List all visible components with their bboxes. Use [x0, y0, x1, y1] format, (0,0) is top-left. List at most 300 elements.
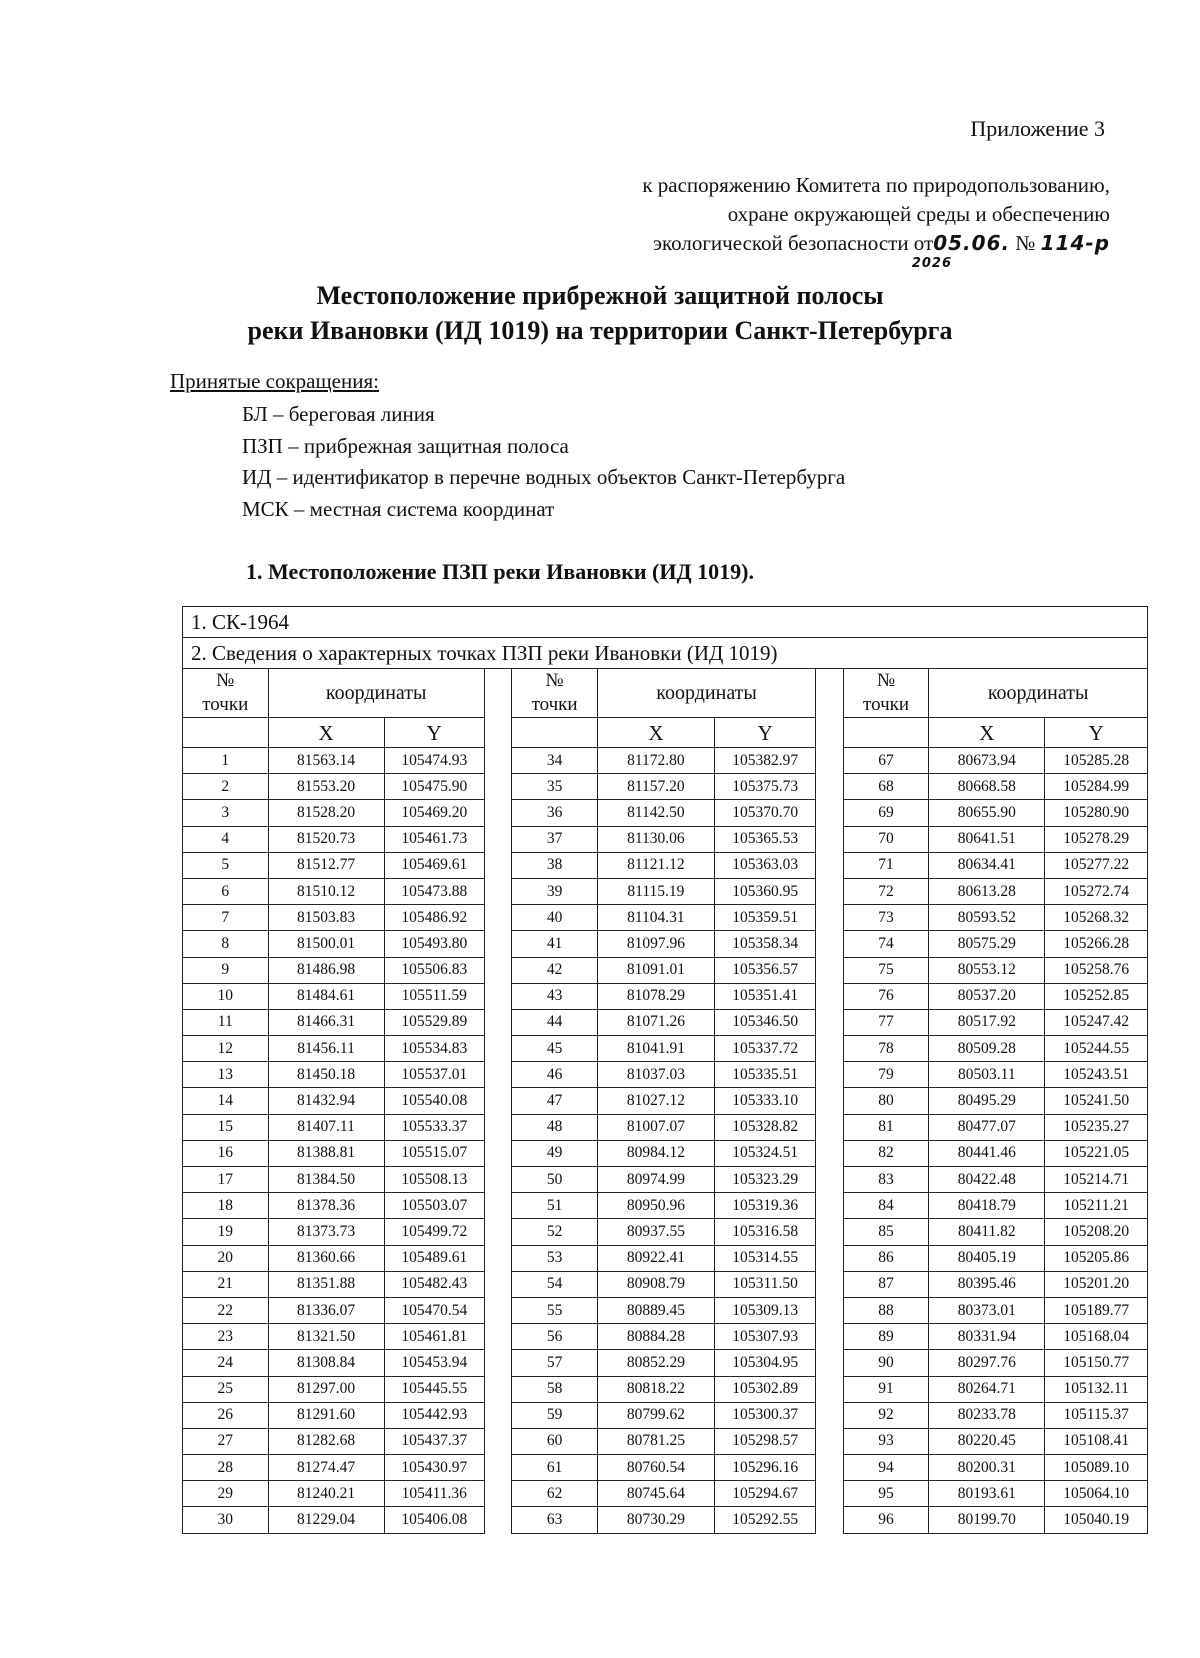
table-row: [183, 1271, 1148, 1297]
x-coordinate-cell: 80852.29: [597, 1350, 714, 1376]
y-coordinate-cell: 105473.88: [384, 878, 484, 904]
y-coordinate-cell: 105515.07: [384, 1140, 484, 1166]
y-coordinate-cell: 105089.10: [1045, 1455, 1148, 1481]
column-gap: [816, 1219, 843, 1245]
y-coordinate-cell: 105411.36: [384, 1481, 484, 1507]
x-coordinate-cell: 81432.94: [268, 1088, 384, 1114]
y-coordinate-cell: 105064.10: [1045, 1481, 1148, 1507]
column-gap: [816, 1324, 843, 1350]
point-number-cell: 26: [183, 1402, 269, 1428]
coordinates-header: координаты: [597, 669, 816, 718]
point-number-cell: 79: [843, 1062, 929, 1088]
column-gap: [484, 1140, 511, 1166]
point-number-header-label: точки: [202, 694, 249, 715]
y-coordinate-cell: 105252.85: [1045, 983, 1148, 1009]
point-number-cell: 3: [183, 800, 269, 826]
point-number-cell: 34: [512, 748, 598, 774]
point-number-cell: 85: [843, 1219, 929, 1245]
column-gap: [816, 1455, 843, 1481]
column-gap: [484, 983, 511, 1009]
y-coordinate-cell: 105503.07: [384, 1193, 484, 1219]
point-number-cell: 92: [843, 1402, 929, 1428]
x-coordinate-cell: 81520.73: [268, 826, 384, 852]
column-gap: [484, 1455, 511, 1481]
x-coordinate-cell: 80668.58: [929, 774, 1045, 800]
y-coordinate-cell: 105508.13: [384, 1167, 484, 1193]
table-row: [183, 1062, 1148, 1088]
x-coordinate-cell: 81091.01: [597, 957, 714, 983]
x-coordinate-cell: 81500.01: [268, 931, 384, 957]
x-coordinate-cell: 81466.31: [268, 1009, 384, 1035]
table-row: [183, 800, 1148, 826]
column-gap: [484, 1324, 511, 1350]
abbreviation-item: БЛ – береговая линия: [242, 402, 435, 426]
point-number-cell: 84: [843, 1193, 929, 1219]
y-coordinate-cell: 105356.57: [715, 957, 816, 983]
x-coordinate-cell: 81373.73: [268, 1219, 384, 1245]
point-number-cell: 78: [843, 1036, 929, 1062]
point-number-cell: 57: [512, 1350, 598, 1376]
table-row: [183, 1507, 1148, 1533]
point-number-cell: 45: [512, 1036, 598, 1062]
point-number-header-sign: №: [545, 670, 564, 691]
table-row: [183, 957, 1148, 983]
point-number-cell: 8: [183, 931, 269, 957]
x-coordinate-cell: 81130.06: [597, 826, 714, 852]
table-row: [183, 1481, 1148, 1507]
y-coordinate-cell: 105506.83: [384, 957, 484, 983]
points-info-row: 2. Сведения о характерных точках ПЗП реки Ивановки (ИД 1019): [183, 638, 1148, 669]
document-title-line-2: реки Ивановки (ИД 1019) на территории Санкт-Петербурга: [247, 316, 953, 345]
x-coordinate-cell: 80655.90: [929, 800, 1045, 826]
x-coordinate-cell: 80974.99: [597, 1167, 714, 1193]
column-gap: [816, 1245, 843, 1271]
point-number-cell: 51: [512, 1193, 598, 1219]
y-coordinate-cell: 105316.58: [715, 1219, 816, 1245]
point-number-cell: 72: [843, 878, 929, 904]
point-number-cell: 16: [183, 1140, 269, 1166]
y-coordinate-cell: 105247.42: [1045, 1009, 1148, 1035]
column-gap: [816, 1140, 843, 1166]
table-row: [183, 1036, 1148, 1062]
table-row: [183, 1376, 1148, 1402]
column-gap: [484, 1088, 511, 1114]
column-gap: [816, 669, 843, 718]
column-gap: [484, 1481, 511, 1507]
point-number-header-sign: №: [216, 670, 235, 691]
abbreviation-item: ПЗП – прибрежная защитная полоса: [242, 433, 569, 458]
column-gap: [816, 1193, 843, 1219]
y-coordinate-cell: 105201.20: [1045, 1271, 1148, 1297]
x-coordinate-cell: 80495.29: [929, 1088, 1045, 1114]
x-coordinate-cell: 81503.83: [268, 905, 384, 931]
point-number-cell: 59: [512, 1402, 598, 1428]
y-coordinate-cell: 105475.90: [384, 774, 484, 800]
point-number-cell: 83: [843, 1167, 929, 1193]
empty-header-cell: [843, 718, 929, 748]
y-coordinate-cell: 105461.81: [384, 1324, 484, 1350]
y-coordinate-cell: 105375.73: [715, 774, 816, 800]
y-coordinate-cell: 105337.72: [715, 1036, 816, 1062]
x-coordinate-cell: 81071.26: [597, 1009, 714, 1035]
x-coordinate-cell: 80553.12: [929, 957, 1045, 983]
point-number-cell: 42: [512, 957, 598, 983]
point-number-cell: 76: [843, 983, 929, 1009]
point-number-header-label: точки: [863, 694, 910, 715]
table-row: [183, 1167, 1148, 1193]
handwritten-year: 2026: [911, 256, 952, 271]
y-coordinate-cell: 105534.83: [384, 1036, 484, 1062]
table-row: [183, 1350, 1148, 1376]
point-number-cell: 6: [183, 878, 269, 904]
x-coordinate-cell: 81282.68: [268, 1428, 384, 1454]
x-coordinate-cell: 80593.52: [929, 905, 1045, 931]
y-coordinate-cell: 105115.37: [1045, 1402, 1148, 1428]
handwritten-date: 05.06.: [933, 231, 1011, 255]
y-coordinate-cell: 105298.57: [715, 1428, 816, 1454]
column-gap: [484, 1009, 511, 1035]
x-coordinate-cell: 81484.61: [268, 983, 384, 1009]
y-coordinate-cell: 105360.95: [715, 878, 816, 904]
point-number-cell: 23: [183, 1324, 269, 1350]
point-number-cell: 43: [512, 983, 598, 1009]
column-gap: [816, 826, 843, 852]
y-coordinate-cell: 105346.50: [715, 1009, 816, 1035]
column-gap: [816, 878, 843, 904]
point-number-cell: 36: [512, 800, 598, 826]
column-gap: [816, 748, 843, 774]
y-coordinate-cell: 105268.32: [1045, 905, 1148, 931]
column-gap: [816, 1297, 843, 1323]
point-number-cell: 93: [843, 1428, 929, 1454]
y-coordinate-cell: 105489.61: [384, 1245, 484, 1271]
y-coordinate-cell: 105482.43: [384, 1271, 484, 1297]
x-coordinate-cell: 81027.12: [597, 1088, 714, 1114]
x-coordinate-cell: 80730.29: [597, 1507, 714, 1533]
appendix-reference: [510, 171, 1110, 258]
point-number-cell: 22: [183, 1297, 269, 1323]
x-coordinate-cell: 80922.41: [597, 1245, 714, 1271]
point-number-cell: 74: [843, 931, 929, 957]
point-number-header-sign: №: [876, 670, 896, 691]
column-gap: [484, 774, 511, 800]
point-number-cell: 20: [183, 1245, 269, 1271]
point-number-cell: 39: [512, 878, 598, 904]
point-number-cell: 11: [183, 1009, 269, 1035]
x-coordinate-cell: 80745.64: [597, 1481, 714, 1507]
y-coordinate-cell: 105294.67: [715, 1481, 816, 1507]
x-coordinate-cell: 81172.80: [597, 748, 714, 774]
table-row: [183, 1140, 1148, 1166]
coordinates-header: координаты: [929, 669, 1148, 718]
point-number-cell: 46: [512, 1062, 598, 1088]
x-coordinate-cell: 80818.22: [597, 1376, 714, 1402]
x-coordinate-cell: 80613.28: [929, 878, 1045, 904]
table-row: [183, 1219, 1148, 1245]
y-coordinate-cell: 105150.77: [1045, 1350, 1148, 1376]
x-coordinate-cell: 80503.11: [929, 1062, 1045, 1088]
x-coordinate-cell: 80634.41: [929, 852, 1045, 878]
point-number-cell: 30: [183, 1507, 269, 1533]
point-number-cell: 9: [183, 957, 269, 983]
point-number-cell: 44: [512, 1009, 598, 1035]
x-coordinate-cell: 81336.07: [268, 1297, 384, 1323]
document-title: [0, 278, 1200, 348]
x-coordinate-cell: 81528.20: [268, 800, 384, 826]
y-coordinate-cell: 105235.27: [1045, 1114, 1148, 1140]
point-number-cell: 48: [512, 1114, 598, 1140]
point-number-cell: 4: [183, 826, 269, 852]
x-coordinate-cell: 80405.19: [929, 1245, 1045, 1271]
column-gap: [484, 1297, 511, 1323]
column-gap: [484, 852, 511, 878]
column-gap: [484, 1402, 511, 1428]
table-row: [183, 1297, 1148, 1323]
column-gap: [484, 1114, 511, 1140]
point-number-header-label: точки: [531, 694, 578, 715]
y-coordinate-cell: 105499.72: [384, 1219, 484, 1245]
y-coordinate-cell: 105442.93: [384, 1402, 484, 1428]
table-row: [183, 748, 1148, 774]
y-coordinate-cell: 105040.19: [1045, 1507, 1148, 1533]
point-number-cell: 14: [183, 1088, 269, 1114]
y-coordinate-cell: 105280.90: [1045, 800, 1148, 826]
x-coordinate-cell: 80884.28: [597, 1324, 714, 1350]
x-coordinate-cell: 81240.21: [268, 1481, 384, 1507]
column-gap: [484, 748, 511, 774]
column-gap: [816, 1350, 843, 1376]
column-gap: [484, 1350, 511, 1376]
point-number-cell: 68: [843, 774, 929, 800]
column-gap: [484, 878, 511, 904]
abbreviation-item: ИД – идентификатор в перечне водных объектов Санкт-Петербурга: [242, 465, 846, 489]
y-coordinate-cell: 105108.41: [1045, 1428, 1148, 1454]
y-coordinate-cell: 105382.97: [715, 748, 816, 774]
x-coordinate-cell: 80575.29: [929, 931, 1045, 957]
y-coordinate-cell: 105304.95: [715, 1350, 816, 1376]
y-coordinate-cell: 105258.76: [1045, 957, 1148, 983]
point-number-cell: 70: [843, 826, 929, 852]
abbreviation-item: МСК – местная система координат: [242, 496, 555, 521]
y-coordinate-cell: 105323.29: [715, 1167, 816, 1193]
x-coordinate-cell: 81308.84: [268, 1350, 384, 1376]
x-coordinate-cell: 81450.18: [268, 1062, 384, 1088]
table-row: [183, 826, 1148, 852]
x-coordinate-cell: 81142.50: [597, 800, 714, 826]
y-coordinate-cell: 105292.55: [715, 1507, 816, 1533]
column-gap: [484, 1376, 511, 1402]
coordinate-system-row: 1. СК-1964: [183, 607, 1148, 638]
table-row: [183, 774, 1148, 800]
x-coordinate-cell: 80264.71: [929, 1376, 1045, 1402]
column-gap: [816, 957, 843, 983]
point-number-cell: 53: [512, 1245, 598, 1271]
y-header: Y: [715, 718, 816, 748]
y-coordinate-cell: 105406.08: [384, 1507, 484, 1533]
column-gap: [816, 1062, 843, 1088]
column-gap: [484, 800, 511, 826]
y-coordinate-cell: 105168.04: [1045, 1324, 1148, 1350]
x-header: X: [597, 718, 714, 748]
point-number-cell: 96: [843, 1507, 929, 1533]
handwritten-order-number: 114-р: [1040, 231, 1110, 255]
x-coordinate-cell: 81291.60: [268, 1402, 384, 1428]
column-gap: [816, 1376, 843, 1402]
x-coordinate-cell: 80673.94: [929, 748, 1045, 774]
y-coordinate-cell: 105437.37: [384, 1428, 484, 1454]
point-number-cell: 47: [512, 1088, 598, 1114]
point-number-cell: 1: [183, 748, 269, 774]
point-number-cell: 12: [183, 1036, 269, 1062]
y-coordinate-cell: 105311.50: [715, 1271, 816, 1297]
point-number-cell: 10: [183, 983, 269, 1009]
y-coordinate-cell: 105370.70: [715, 800, 816, 826]
column-gap: [484, 826, 511, 852]
x-coordinate-cell: 80441.46: [929, 1140, 1045, 1166]
point-number-cell: 38: [512, 852, 598, 878]
point-number-header: [512, 669, 598, 718]
x-coordinate-cell: 80422.48: [929, 1167, 1045, 1193]
empty-header-cell: [512, 718, 598, 748]
point-number-cell: 13: [183, 1062, 269, 1088]
x-coordinate-cell: 80889.45: [597, 1297, 714, 1323]
point-number-cell: 86: [843, 1245, 929, 1271]
column-gap: [484, 931, 511, 957]
column-gap: [484, 905, 511, 931]
x-coordinate-cell: 81407.11: [268, 1114, 384, 1140]
column-gap: [816, 983, 843, 1009]
x-coordinate-cell: 80537.20: [929, 983, 1045, 1009]
y-coordinate-cell: 105214.71: [1045, 1167, 1148, 1193]
point-number-cell: 75: [843, 957, 929, 983]
column-gap: [816, 1507, 843, 1533]
y-coordinate-cell: 105324.51: [715, 1140, 816, 1166]
x-coordinate-cell: 80984.12: [597, 1140, 714, 1166]
point-number-cell: 7: [183, 905, 269, 931]
table-row: [183, 1114, 1148, 1140]
table-row: [183, 1193, 1148, 1219]
y-coordinate-cell: 105221.05: [1045, 1140, 1148, 1166]
y-header: Y: [1045, 718, 1148, 748]
y-coordinate-cell: 105430.97: [384, 1455, 484, 1481]
y-coordinate-cell: 105307.93: [715, 1324, 816, 1350]
y-coordinate-cell: 105359.51: [715, 905, 816, 931]
x-coordinate-cell: 80411.82: [929, 1219, 1045, 1245]
x-coordinate-cell: 81041.91: [597, 1036, 714, 1062]
table-row: [183, 1088, 1148, 1114]
column-gap: [816, 800, 843, 826]
x-coordinate-cell: 81360.66: [268, 1245, 384, 1271]
column-gap: [816, 1009, 843, 1035]
point-number-cell: 50: [512, 1167, 598, 1193]
point-number-cell: 28: [183, 1455, 269, 1481]
y-coordinate-cell: 105470.54: [384, 1297, 484, 1323]
y-coordinate-cell: 105469.20: [384, 800, 484, 826]
y-coordinate-cell: 105511.59: [384, 983, 484, 1009]
y-coordinate-cell: 105132.11: [1045, 1376, 1148, 1402]
x-coordinate-cell: 81351.88: [268, 1271, 384, 1297]
table-row: [183, 1324, 1148, 1350]
point-number-cell: 94: [843, 1455, 929, 1481]
y-coordinate-cell: 105445.55: [384, 1376, 484, 1402]
column-gap: [484, 1428, 511, 1454]
point-number-cell: 40: [512, 905, 598, 931]
x-coordinate-cell: 80395.46: [929, 1271, 1045, 1297]
point-number-cell: 49: [512, 1140, 598, 1166]
x-coordinate-cell: 80950.96: [597, 1193, 714, 1219]
y-header: Y: [384, 718, 484, 748]
column-gap: [816, 852, 843, 878]
x-coordinate-cell: 81037.03: [597, 1062, 714, 1088]
point-number-cell: 18: [183, 1193, 269, 1219]
point-number-cell: 81: [843, 1114, 929, 1140]
x-coordinate-cell: 80233.78: [929, 1402, 1045, 1428]
y-coordinate-cell: 105533.37: [384, 1114, 484, 1140]
x-coordinate-cell: 80781.25: [597, 1428, 714, 1454]
appendix-reference-line-1: к распоряжению Комитета по природопользованию,: [642, 173, 1110, 197]
x-coordinate-cell: 81456.11: [268, 1036, 384, 1062]
point-number-cell: 24: [183, 1350, 269, 1376]
x-coordinate-cell: 81078.29: [597, 983, 714, 1009]
column-gap: [484, 1167, 511, 1193]
y-coordinate-cell: 105314.55: [715, 1245, 816, 1271]
x-coordinate-cell: 81486.98: [268, 957, 384, 983]
point-number-cell: 56: [512, 1324, 598, 1350]
appendix-number: Приложение 3: [970, 116, 1105, 141]
y-coordinate-cell: 105302.89: [715, 1376, 816, 1402]
y-coordinate-cell: 105335.51: [715, 1062, 816, 1088]
x-coordinate-cell: 80331.94: [929, 1324, 1045, 1350]
point-number-cell: 71: [843, 852, 929, 878]
x-coordinate-cell: 80908.79: [597, 1271, 714, 1297]
x-coordinate-cell: 81297.00: [268, 1376, 384, 1402]
column-gap: [484, 1062, 511, 1088]
column-gap: [816, 1036, 843, 1062]
column-gap: [484, 669, 511, 718]
y-coordinate-cell: 105266.28: [1045, 931, 1148, 957]
x-coordinate-cell: 81553.20: [268, 774, 384, 800]
column-gap: [816, 1088, 843, 1114]
y-coordinate-cell: 105358.34: [715, 931, 816, 957]
point-number-header: [183, 669, 269, 718]
column-gap: [816, 905, 843, 931]
y-coordinate-cell: 105461.73: [384, 826, 484, 852]
x-coordinate-cell: 81157.20: [597, 774, 714, 800]
x-coordinate-cell: 81274.47: [268, 1455, 384, 1481]
column-gap: [816, 931, 843, 957]
x-header: X: [929, 718, 1045, 748]
y-coordinate-cell: 105189.77: [1045, 1297, 1148, 1323]
x-coordinate-cell: 81563.14: [268, 748, 384, 774]
x-coordinate-cell: 81115.19: [597, 878, 714, 904]
x-coordinate-cell: 80297.76: [929, 1350, 1045, 1376]
x-coordinate-cell: 80641.51: [929, 826, 1045, 852]
point-number-cell: 2: [183, 774, 269, 800]
point-number-cell: 69: [843, 800, 929, 826]
table-row: [183, 1245, 1148, 1271]
table-row: [183, 1455, 1148, 1481]
y-coordinate-cell: 105540.08: [384, 1088, 484, 1114]
table-row: [183, 905, 1148, 931]
point-number-cell: 91: [843, 1376, 929, 1402]
x-coordinate-cell: 81378.36: [268, 1193, 384, 1219]
abbreviations-heading: Принятые сокращения:: [170, 369, 379, 393]
column-gap: [484, 1245, 511, 1271]
column-gap: [484, 1507, 511, 1533]
point-number-cell: 41: [512, 931, 598, 957]
point-number-cell: 87: [843, 1271, 929, 1297]
table-row: [183, 983, 1148, 1009]
